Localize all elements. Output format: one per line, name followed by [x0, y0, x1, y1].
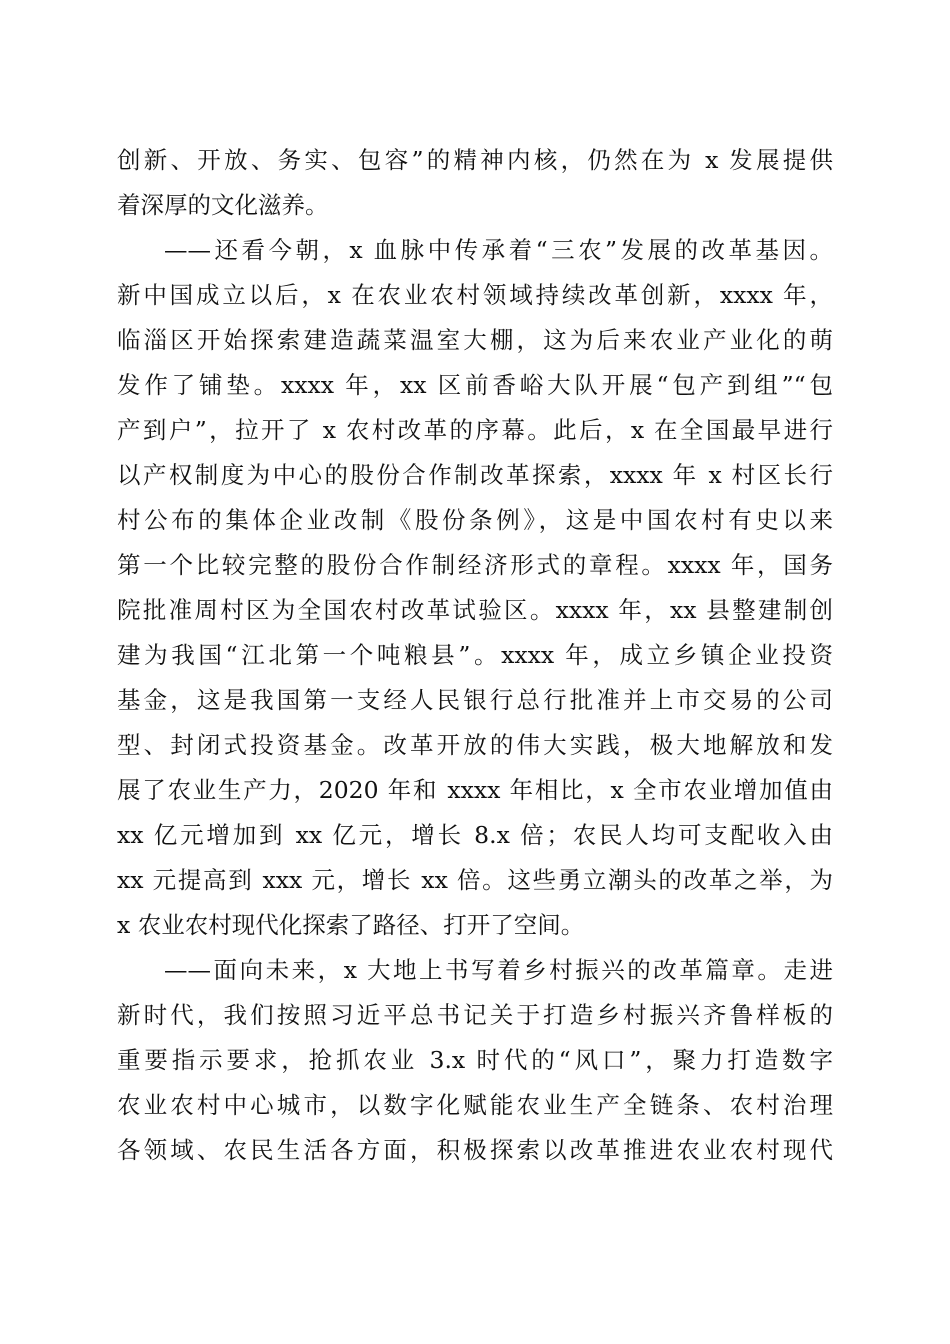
text-line: 以产权制度为中心的股份合作制改革探索，xxxx 年 x 村区长行: [117, 461, 833, 489]
paragraph-start-line: ——还看今朝，x 血脉中传承着“三农”发展的改革基因。: [164, 236, 833, 264]
text-line: 临淄区开始探索建造蔬菜温室大棚，这为后来农业产业化的萌: [117, 326, 833, 354]
text-line: 院批准周村区为全国农村改革试验区。xxxx 年，xx 县整建制创: [117, 596, 833, 624]
text-line: 各领域、农民生活各方面，积极探索以改革推进农业农村现代: [117, 1136, 833, 1164]
text-line: 发作了铺垫。xxxx 年，xx 区前香峪大队开展“包产到组”“包: [117, 371, 833, 399]
text-line: 基金，这是我国第一支经人民银行总行批准并上市交易的公司: [117, 686, 833, 714]
text-line: x 农业农村现代化探索了路径、打开了空间。: [117, 911, 585, 939]
text-line: 重要指示要求，抢抓农业 3.x 时代的“风口”，聚力打造数字: [117, 1046, 833, 1074]
text-line: xx 亿元增加到 xx 亿元，增长 8.x 倍；农民人均可支配收入由: [117, 821, 833, 849]
text-line: xx 元提高到 xxx 元，增长 xx 倍。这些勇立潮头的改革之举，为: [117, 866, 833, 894]
text-line: 展了农业生产力，2020 年和 xxxx 年相比，x 全市农业增加值由: [117, 776, 833, 804]
text-line: 建为我国“江北第一个吨粮县”。xxxx 年，成立乡镇企业投资: [117, 641, 833, 669]
text-line: 新时代，我们按照习近平总书记关于打造乡村振兴齐鲁样板的: [117, 1001, 833, 1029]
paragraph-start-line: ——面向未来，x 大地上书写着乡村振兴的改革篇章。走进: [164, 956, 833, 984]
text-line: 农业农村中心城市，以数字化赋能农业生产全链条、农村治理: [117, 1091, 833, 1119]
text-line: 新中国成立以后，x 在农业农村领域持续改革创新，xxxx 年，: [117, 281, 833, 309]
text-line: 第一个比较完整的股份合作制经济形式的章程。xxxx 年，国务: [117, 551, 833, 579]
text-line: 创新、开放、务实、包容”的精神内核，仍然在为 x 发展提供: [117, 146, 833, 174]
text-line: 产到户”，拉开了 x 农村改革的序幕。此后，x 在全国最早进行: [117, 416, 833, 444]
text-line: 着深厚的文化滋养。: [117, 191, 329, 219]
text-line: 村公布的集体企业改制《股份条例》，这是中国农村有史以来: [117, 506, 833, 534]
text-line: 型、封闭式投资基金。改革开放的伟大实践，极大地解放和发: [117, 731, 833, 759]
